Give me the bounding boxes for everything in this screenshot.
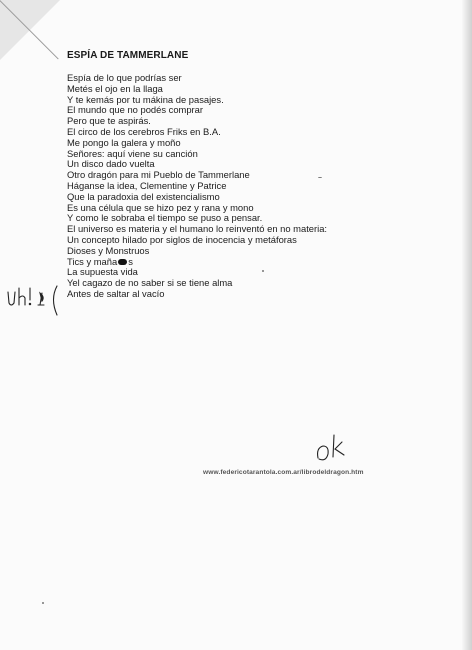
handwritten-ok-mark — [314, 430, 354, 464]
ink-blot — [118, 259, 127, 265]
poem-line: El mundo que no podés comprar — [67, 104, 204, 116]
poem-line: Metés el ojo en la llaga — [67, 82, 163, 94]
page-edge-shadow — [462, 0, 472, 650]
poem-line: El circo de los cerebros Friks en B.A. — [67, 125, 221, 137]
scan-speck — [42, 602, 44, 604]
poem-line: Dioses y Monstruos — [67, 244, 150, 256]
poem-line: Un disco dado vuelta — [67, 158, 155, 170]
poem-line: Yel cagazo de no saber si se tiene alma — [67, 277, 233, 289]
poem-line: Un concepto hilado por siglos de inocencia y metáforas — [67, 233, 297, 245]
poem-body — [67, 73, 327, 300]
poem-line: Y como le sobraba el tiempo se puso a pensar. — [67, 212, 263, 224]
scan-speck — [262, 270, 264, 272]
poem-title: ESPÍA DE TAMMERLANE — [67, 50, 189, 61]
source-url: www.federicotarantola.com.ar/librodeldragon.htm — [203, 469, 364, 476]
poem-line: La supuesta vida — [67, 266, 138, 278]
poem-line: El universo es materia y el humano lo reinventó en no materia: — [67, 223, 328, 235]
poem-line: Antes de saltar al vacío — [67, 287, 165, 299]
poem-line: Es una célula que se hizo pez y rana y mono — [67, 201, 254, 213]
handwritten-margin-note — [4, 283, 68, 317]
poem-line: Otro dragón para mi Pueblo de Tammerlane — [67, 169, 250, 181]
poem-line: Señores: aquí viene su canción — [67, 147, 198, 159]
poem-line: Me pongo la galera y moño — [67, 136, 181, 148]
poem-line: Pero que te aspirás. — [67, 115, 151, 127]
poem-line-text: Tics y maña s — [67, 255, 133, 267]
poem-line: Que la paradoxia del existencialismo — [67, 190, 220, 202]
poem-line: Y te kemás por tu mákina de pasajes. — [67, 93, 224, 105]
poem-line: Háganse la idea, Clementine y Patrice — [67, 179, 227, 191]
poem-line: Espía de lo que podrías ser — [67, 72, 182, 83]
scan-speck — [318, 177, 322, 178]
